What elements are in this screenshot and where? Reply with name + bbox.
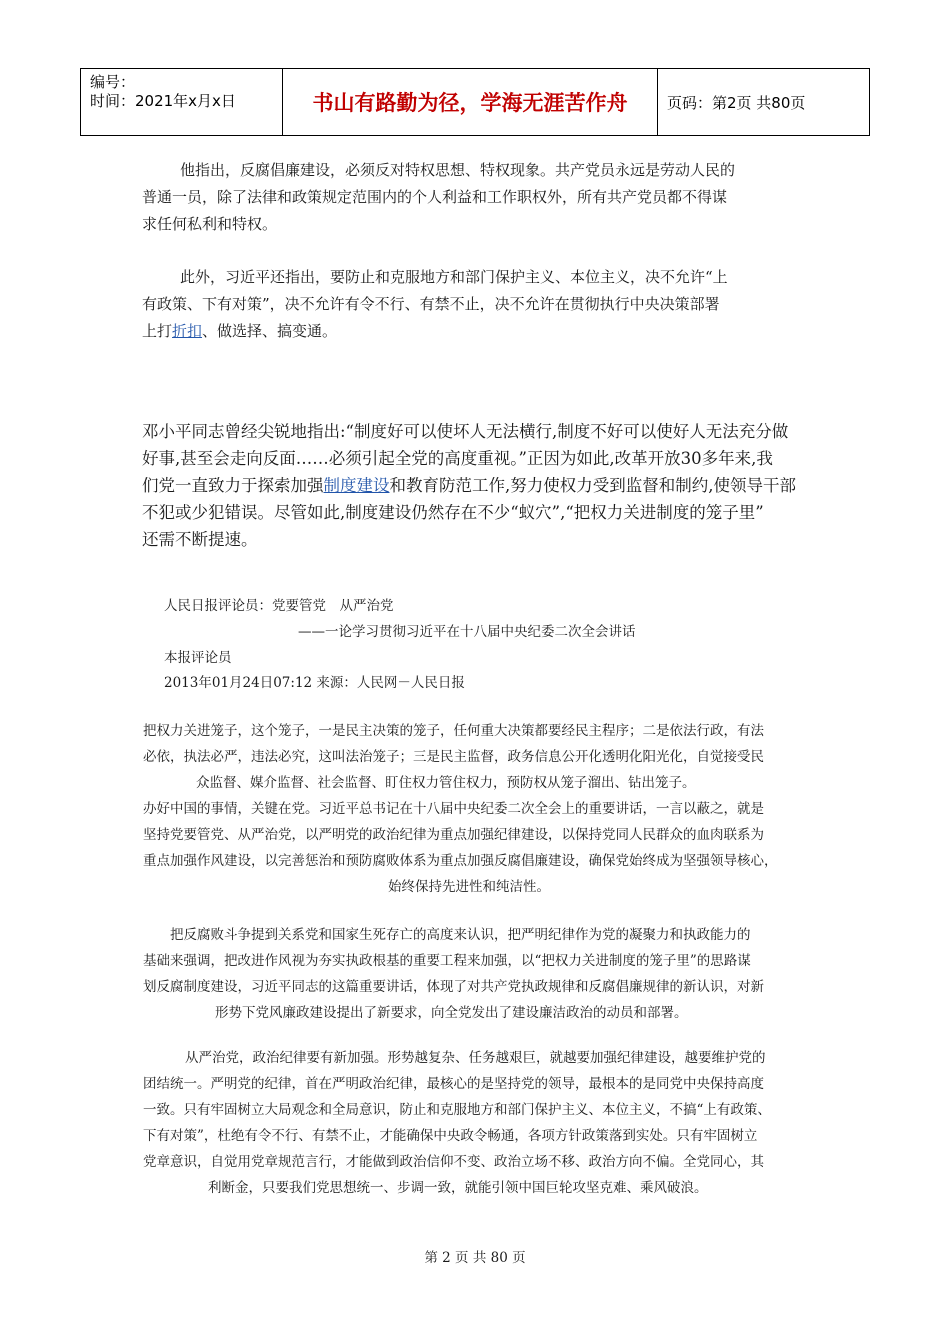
text-line: 众监督、媒介监督、社会监督、盯住权力管住权力，预防权从笼子溜出、钻出笼子。 — [196, 775, 696, 791]
text-line: 形势下党风廉政建设提出了新要求，向全党发出了建设廉洁政治的动员和部署。 — [215, 1005, 688, 1021]
text-line: 从严治党，政治纪律要有新加强。形势越复杂、任务越艰巨，就越要加强纪律建设，越要维护党的 — [185, 1050, 766, 1066]
text-line: 必依，执法必严，违法必究，这叫法治笼子；三是民主监督，政务信息公开化透明化阳光化，自觉接受民 — [143, 749, 764, 765]
text-line: 还需不断提速。 — [142, 530, 258, 549]
header-time: 时间：2021年x月x日 — [90, 92, 236, 110]
article-title: 人民日报评论员：党要管党 从严治党 — [164, 598, 394, 614]
text-segment: 们党一直致力于探索加强 — [142, 476, 324, 495]
text-line: 把反腐败斗争提到关系党和国家生死存亡的高度来认识，把严明纪律作为党的凝聚力和执政能力的 — [170, 927, 751, 943]
text-line: 团结统一。严明党的纪律，首在严明政治纪律，最核心的是坚持党的领导，最根本的是同党中央保持高度 — [143, 1076, 764, 1092]
header-meta — [81, 69, 283, 135]
text-line: 下有对策”，杜绝有令不行、有禁不止，才能确保中央政令畅通，各项方针政策落到实处。只有牢固树立 — [143, 1128, 758, 1144]
text-line: 求任何私利和特权。 — [142, 215, 278, 233]
text-line — [142, 472, 796, 499]
text-line: 党章意识，自觉用党章规范言行，才能做到政治信仰不变、政治立场不移、政治方向不偏。全党同心，其 — [143, 1154, 764, 1170]
text-line: 坚持党要管党、从严治党，以严明党的政治纪律为重点加强纪律建设，以保持党同人民群众的血肉联系为 — [143, 827, 764, 843]
article-subtitle: ——一论学习贯彻习近平在十八届中央纪委二次全会讲话 — [298, 624, 636, 640]
header-motto: 书山有路勤为径，学海无涯苦作舟 — [283, 69, 658, 135]
text-line: 基础来强调，把改进作风视为夯实执政根基的重要工程来加强，以“把权力关进制度的笼子里”的思路谋 — [143, 953, 751, 969]
text-line: 好事,甚至会走向反面……必须引起全党的高度重视。”正因为如此,改革开放30多年来,我 — [142, 449, 773, 468]
header-page-number: 页码：第2页 共80页 — [667, 93, 806, 112]
text-line: 不犯或少犯错误。尽管如此,制度建设仍然存在不少“蚁穴”,“把权力关进制度的笼子里” — [142, 503, 764, 522]
text-line: 有政策、下有对策”，决不允许有令不行、有禁不止，决不允许在贯彻执行中央决策部署 — [142, 295, 720, 313]
article-author: 本报评论员 — [164, 650, 232, 666]
header-number: 编号： — [90, 73, 136, 91]
text-line: 邓小平同志曾经尖锐地指出:“制度好可以使坏人无法横行,制度不好可以使好人无法充分做 — [142, 422, 789, 441]
page-header — [80, 68, 870, 136]
discount-link[interactable]: 折扣 — [172, 322, 203, 340]
text-line: 把权力关进笼子，这个笼子，一是民主决策的笼子，任何重大决策都要经民主程序；二是依法行政，有法 — [143, 723, 764, 739]
text-line: 普通一员，除了法律和政策规定范围内的个人利益和工作职权外，所有共产党员都不得谋 — [142, 188, 728, 206]
text-line: 始终保持先进性和纯洁性。 — [388, 879, 550, 895]
text-line: 利断金，只要我们党思想统一、步调一致，就能引领中国巨轮攻坚克难、乘风破浪。 — [208, 1180, 708, 1196]
text-segment: 上打 — [142, 322, 173, 340]
text-line: 他指出，反腐倡廉建设，必须反对特权思想、特权现象。共产党员永远是劳动人民的 — [180, 161, 736, 179]
text-segment: 、做选择、搞变通。 — [202, 322, 338, 340]
text-line: 划反腐制度建设，习近平同志的这篇重要讲话，体现了对共产党执政规律和反腐倡廉规律的新认识，对新 — [143, 979, 764, 995]
text-line: 此外，习近平还指出，要防止和克服地方和部门保护主义、本位主义，决不允许“上 — [180, 268, 728, 286]
system-building-link[interactable]: 制度建设 — [323, 476, 390, 495]
text-line: 办好中国的事情，关键在党。习近平总书记在十八届中央纪委二次全会上的重要讲话，一言以蔽之，就是 — [143, 801, 764, 817]
page-footer: 第 2 页 共 80 页 — [424, 1250, 526, 1266]
text-line — [142, 318, 337, 345]
text-line: 重点加强作风建设，以完善惩治和预防腐败体系为重点加强反腐倡廉建设，确保党始终成为坚强领导核心， — [143, 853, 778, 869]
text-segment: 和教育防范工作,努力使权力受到监督和制约,使领导干部 — [389, 476, 796, 495]
article-date-source: 2013年01月24日07:12 来源：人民网－人民日报 — [164, 675, 465, 691]
text-line: 一致。只有牢固树立大局观念和全局意识，防止和克服地方和部门保护主义、本位主义，不搞“上有政策、 — [143, 1102, 771, 1118]
